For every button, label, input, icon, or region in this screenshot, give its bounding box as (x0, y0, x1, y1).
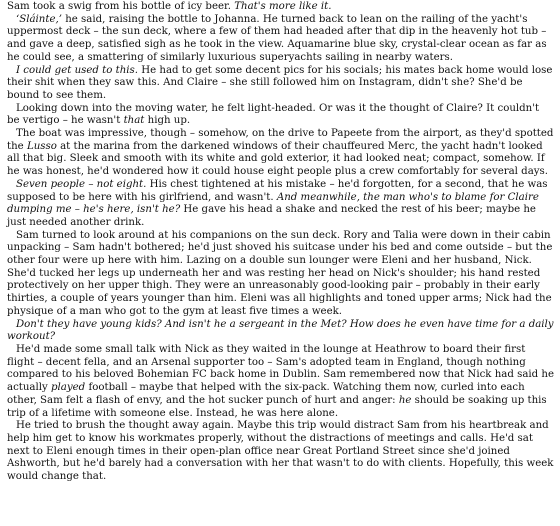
text-segment: The boat was impressive, though – somehow, on the drive to Papeete from the airport, as they'd spotted the (7, 128, 554, 152)
paragraph (7, 1, 554, 14)
text-segment: Sam took a swig from his bottle of icy beer. (7, 1, 235, 12)
italic-text: played (51, 382, 86, 394)
page-text-body (7, 1, 554, 484)
paragraph (7, 179, 554, 230)
italic-text: that (123, 115, 145, 127)
italic-text: Don't they have young kids? And isn't he a sergeant in the Met? How does he even have time for a daily workout? (7, 318, 554, 343)
text-segment: football – maybe that helped with the six-pack. Watching them now, curled into each other, Sam felt a flash of envy, and the hot sucker punch of hurt and anger: (7, 382, 525, 406)
text-segment: He had to get some decent pics for his socials; his mates back home would lose their shit when they saw this. And Claire – she still followed him on Instagram, didn't she? She'd be bound to see them. (7, 64, 553, 101)
text-segment: His chest tightened at his mistake – he'd forgotten, for a second, that he was supposed to be here with his girlfriend, and wasn't. (7, 178, 548, 203)
paragraph (7, 319, 554, 344)
paragraph (7, 103, 554, 128)
text-segment: He tried to brush the thought away again. Maybe this trip would distract Sam from his heartbreak and help him get to know his workmates properly, without the distractions of meetings and calls. He'd sat next to Eleni enough times in their open-plan office near Great Portland Street since she'd joined Ashworth, but he'd barely had a conversation with her that wasn't to do with clients. Hopefully, this week would change that. (7, 420, 554, 483)
paragraph (7, 420, 554, 484)
text-segment: He'd made some small talk with Nick as they waited in the lounge at Heathrow to board their first flight – decent fella, and an Arsenal supporter too – Sam's adopted team in England, though nothing compared to his beloved Bohemian FC back home in Dublin. Sam remembered now that Nick had said he actually (7, 343, 555, 394)
italic-text: And meanwhile, the man who's to blame for Claire dumping me – he's here, isn't he? (7, 191, 539, 216)
paragraph (7, 14, 554, 65)
italic-text: Seven people – not eight. (16, 178, 147, 190)
text-segment: he said, raising the bottle to Johanna. He turned back to lean on the railing of the yacht's uppermost deck – the sun deck, where a few of them had headed after that dip in the heavenly hot tub – and gave a deep, satisfied sigh as he took in the view. Aquamarine blue sky, crystal-clear ocean as far as he could see, a smattering of similarly luxurious superyachts sailing in nearby waters. (7, 13, 547, 63)
paragraph (7, 128, 554, 179)
italic-text: ‘Sláinte,’ (16, 13, 62, 25)
italic-text: That's more like it. (234, 1, 332, 12)
italic-text: Lusso (26, 140, 57, 152)
italic-text: he (398, 394, 412, 406)
text-segment: at the marina from the darkened windows of their chauffeured Merc, the yacht hadn't looked all that big. Sleek and smooth with its white and gold exterior, it had looked neat; compact, somehow. If he was honest, he'd wondered how it could house eight people plus a crew comfortably for several days. (7, 140, 548, 178)
paragraph (7, 344, 554, 420)
italic-text: I could get used to this. (16, 64, 138, 76)
paragraph (7, 230, 554, 319)
text-segment: He gave his head a shake and necked the rest of his beer; maybe he just needed another drink. (7, 204, 536, 228)
text-segment: Sam turned to look around at his companions on the sun deck. Rory and Talia were down in their cabin unpacking – Sam hadn't bothered; he'd just shoved his suitcase under his bed and come outside – but the other four were up here with him. Lazing on a double sun lounger were Eleni and her husband, Nick. She'd tucked her legs up underneath her and was resting her head on Nick's shoulder; his hand rested protectively on her upper thigh. They were an unreasonably good-looking pair – probably in their early thirties, a couple of years younger than him. Eleni was all highlights and toned upper arms; Nick had the physique of a man who got to the gym at least five times a week. (7, 229, 553, 317)
text-segment: high up. (144, 115, 191, 127)
text-segment: should be soaking up this trip of a lifetime with someone else. Instead, he was here alone. (7, 394, 547, 419)
paragraph (7, 65, 554, 103)
text-segment: Looking down into the moving water, he felt light-headed. Or was it the thought of Claire? It couldn't be vertigo – he wasn't (7, 102, 540, 127)
